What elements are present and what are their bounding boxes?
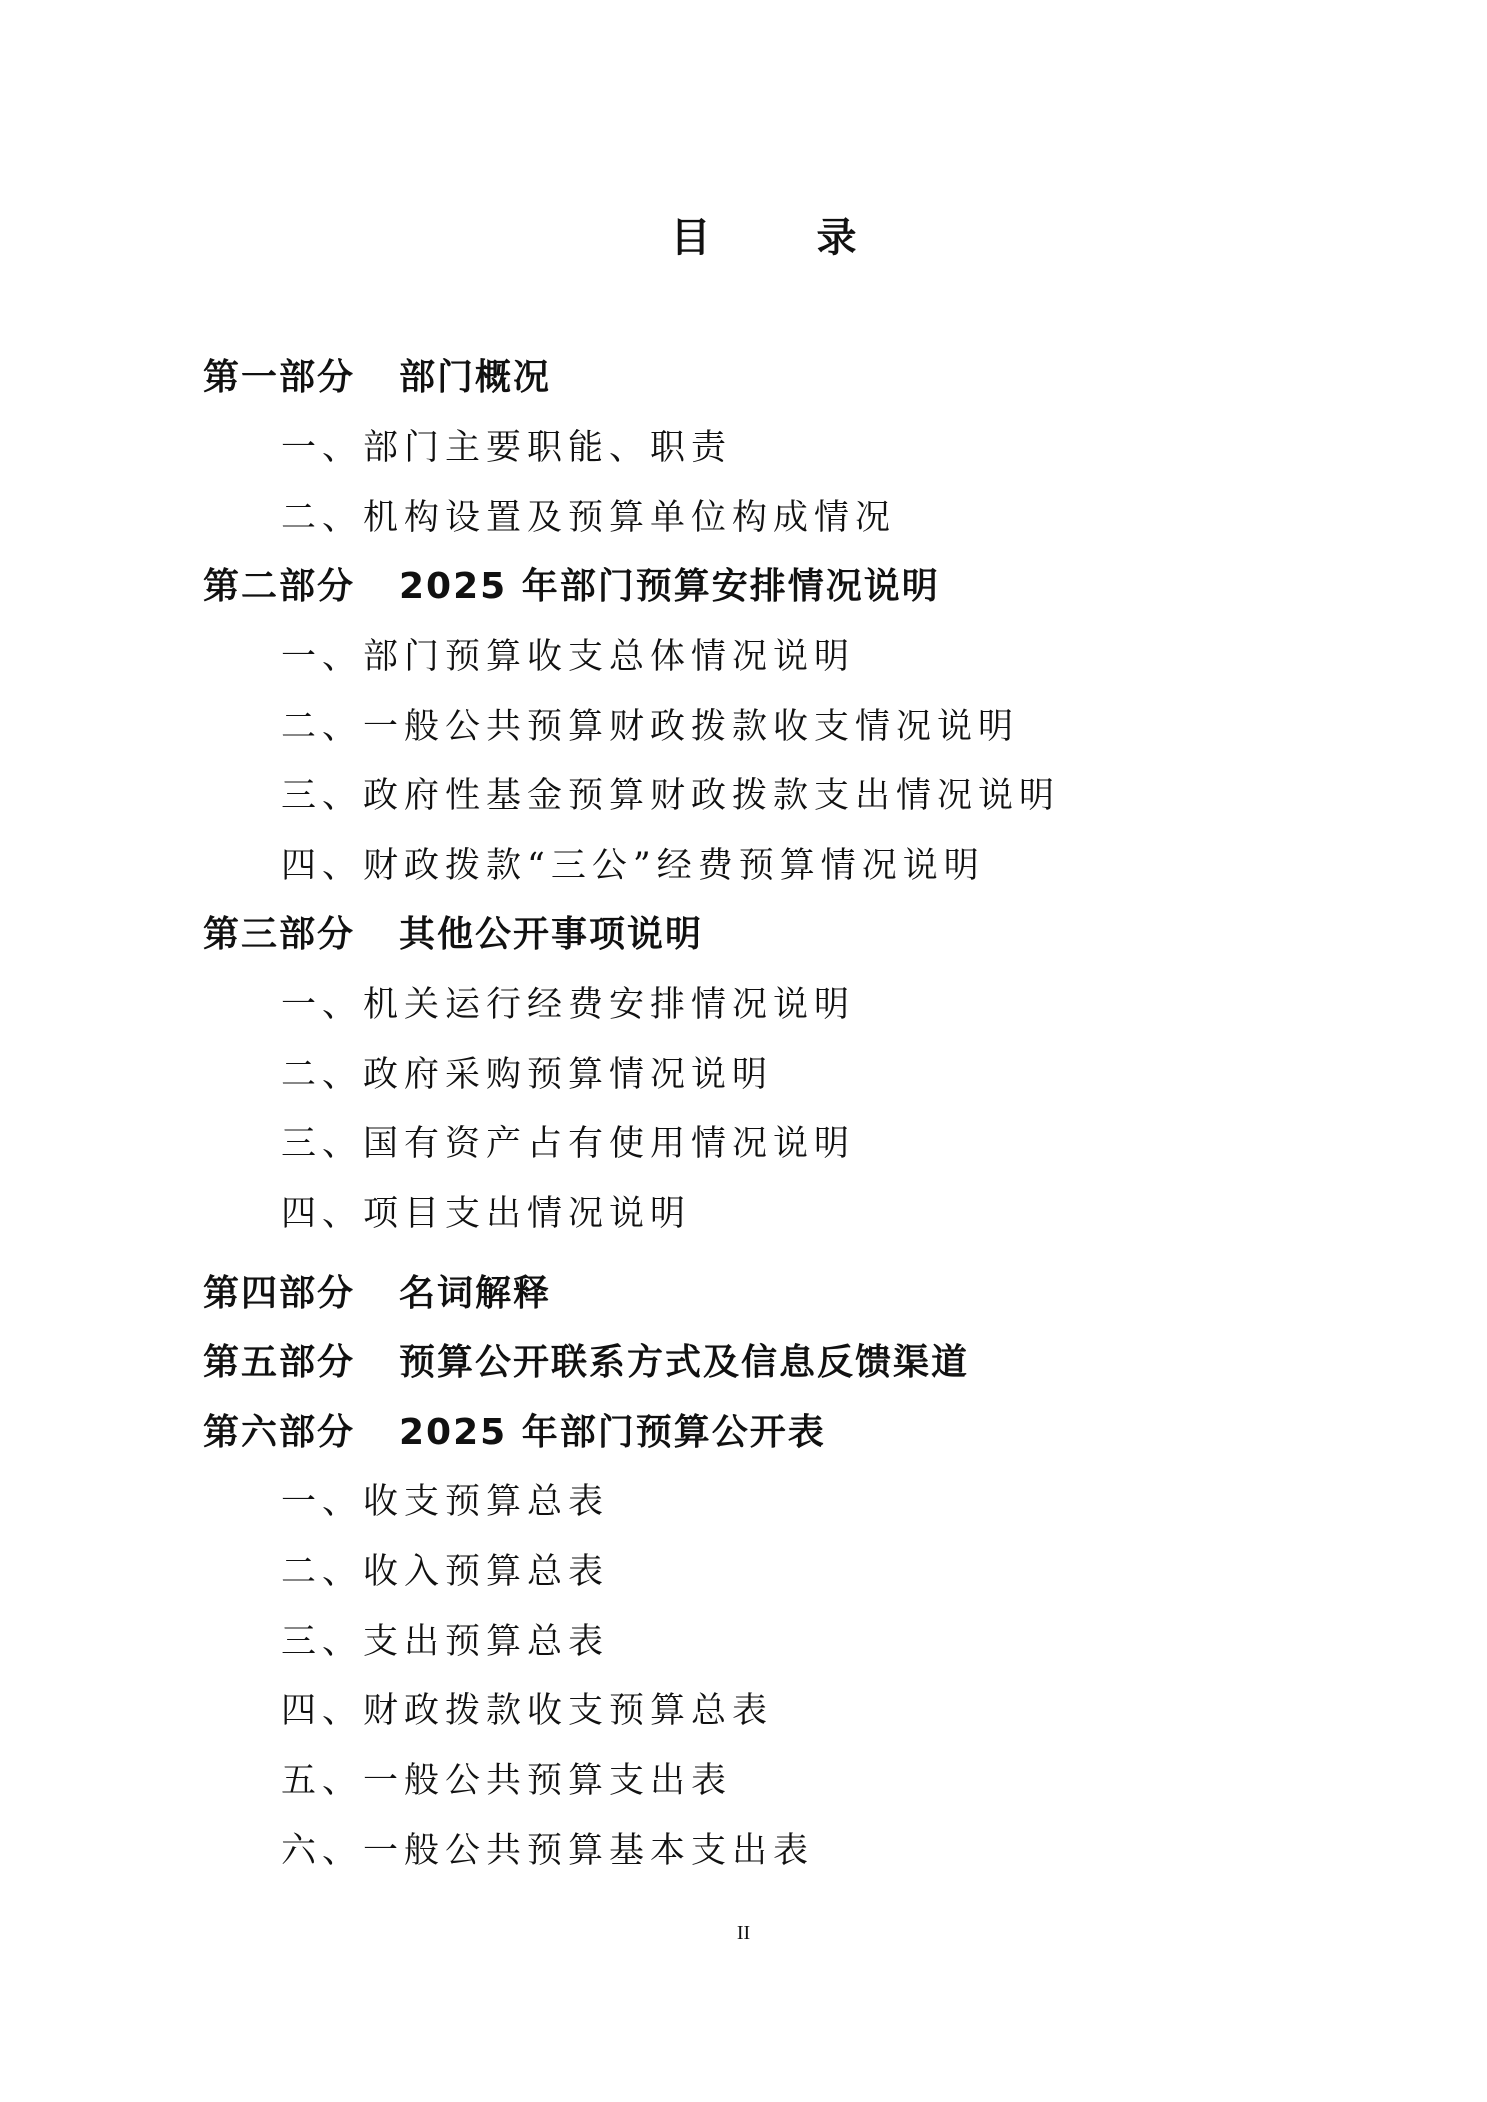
toc-item[interactable]: 二、政府采购预算情况说明 bbox=[281, 1055, 774, 1095]
toc-item[interactable]: 四、财政拨款收支预算总表 bbox=[281, 1691, 774, 1731]
toc-part-2[interactable] bbox=[203, 559, 940, 615]
toc-item[interactable]: 二、机构设置及预算单位构成情况 bbox=[281, 498, 897, 538]
toc-item[interactable]: 三、支出预算总表 bbox=[281, 1622, 610, 1662]
toc-item[interactable]: 一、部门预算收支总体情况说明 bbox=[281, 637, 856, 677]
toc-part-1[interactable] bbox=[203, 350, 551, 406]
toc-part-title: 部门概况 bbox=[399, 357, 552, 398]
toc-part-label: 第三部分 bbox=[203, 914, 356, 955]
toc-part-title: 其他公开事项说明 bbox=[399, 914, 704, 955]
toc-item[interactable]: 二、一般公共预算财政拨款收支情况说明 bbox=[281, 707, 1020, 747]
toc-item[interactable]: 一、部门主要职能、职责 bbox=[281, 428, 733, 468]
toc-part-4[interactable] bbox=[203, 1266, 551, 1322]
toc-part-3[interactable] bbox=[203, 907, 703, 963]
toc-item[interactable]: 三、国有资产占有使用情况说明 bbox=[281, 1124, 856, 1164]
toc-part-title: 2025 年部门预算安排情况说明 bbox=[399, 566, 940, 607]
toc-item[interactable]: 六、一般公共预算基本支出表 bbox=[281, 1831, 815, 1871]
toc-part-title: 2025 年部门预算公开表 bbox=[399, 1412, 826, 1453]
page-title: 目 录 bbox=[670, 215, 903, 261]
toc-part-title: 预算公开联系方式及信息反馈渠道 bbox=[399, 1342, 970, 1383]
toc-item[interactable]: 五、一般公共预算支出表 bbox=[281, 1761, 733, 1801]
toc-item[interactable]: 三、政府性基金预算财政拨款支出情况说明 bbox=[281, 776, 1061, 816]
toc-part-label: 第六部分 bbox=[203, 1412, 356, 1453]
toc-part-label: 第五部分 bbox=[203, 1342, 356, 1383]
toc-item[interactable]: 一、机关运行经费安排情况说明 bbox=[281, 985, 856, 1025]
toc-part-label: 第四部分 bbox=[203, 1273, 356, 1314]
toc-item[interactable]: 四、财政拨款“三公”经费预算情况说明 bbox=[281, 846, 985, 886]
toc-part-label: 第二部分 bbox=[203, 566, 356, 607]
toc-part-5[interactable] bbox=[203, 1335, 969, 1391]
toc-part-6[interactable] bbox=[203, 1405, 826, 1461]
toc-item[interactable]: 二、收入预算总表 bbox=[281, 1552, 610, 1592]
toc-item[interactable]: 四、项目支出情况说明 bbox=[281, 1194, 692, 1234]
page-number: II bbox=[736, 1922, 751, 1944]
toc-part-label: 第一部分 bbox=[203, 357, 356, 398]
toc-part-title: 名词解释 bbox=[399, 1273, 552, 1314]
toc-item[interactable]: 一、收支预算总表 bbox=[281, 1482, 610, 1522]
